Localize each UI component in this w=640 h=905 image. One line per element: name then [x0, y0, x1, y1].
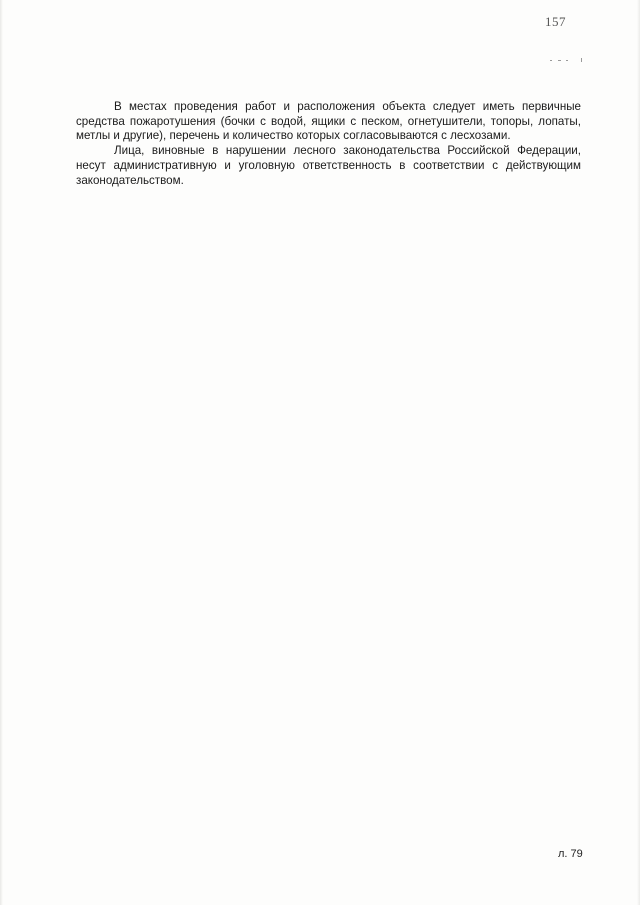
document-body	[76, 100, 581, 188]
scan-artifact-marks	[548, 58, 584, 64]
stamped-page-number: 157	[545, 14, 566, 29]
paragraph-liability: Лица, виновные в нарушении лесного законодательства Российской Федерации, несут административную и уголовную ответственность в соответствии с действующим законодательством.	[76, 144, 581, 187]
paragraph-fire-equipment: В местах проведения работ и расположения объекта следует иметь первичные средства пожаротушения (бочки с водой, ящики с песком, огнетушители, топоры, лопаты, метлы и другие), перечень и количество которых согласовываются с лесхозами.	[76, 100, 581, 143]
scan-edge-left	[0, 0, 3, 905]
sheet-number: л. 79	[558, 848, 583, 860]
